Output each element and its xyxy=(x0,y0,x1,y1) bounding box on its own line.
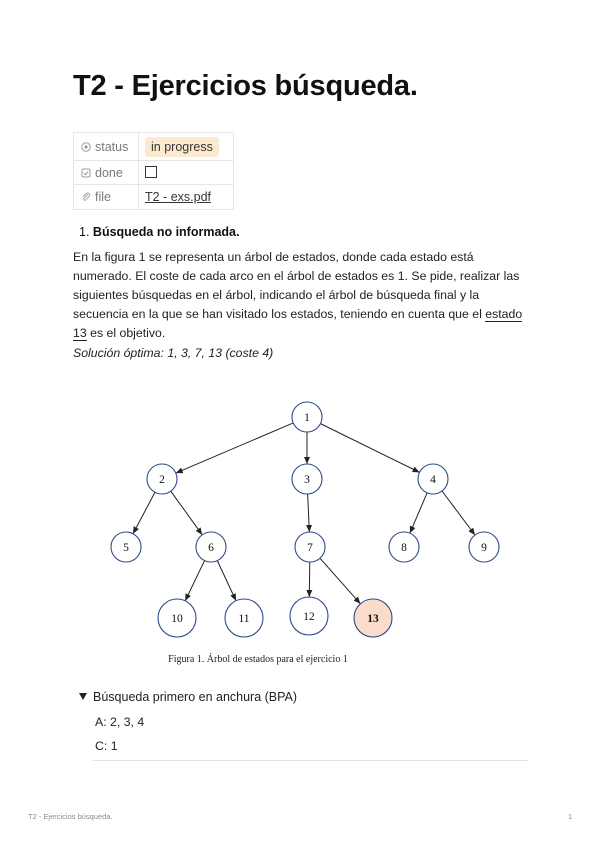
page-title: T2 - Ejercicios búsqueda. xyxy=(73,70,418,102)
property-row-done xyxy=(74,161,234,185)
tree-node-label-9: 9 xyxy=(481,542,487,554)
tree-edge-2-6 xyxy=(171,491,202,535)
tree-node-4 xyxy=(418,464,448,494)
goal-state-text: estado 13 xyxy=(73,307,523,340)
tree-node-8 xyxy=(389,532,419,562)
footer-title: T2 - Ejercicios búsqueda. xyxy=(28,812,113,821)
tree-edge-6-10 xyxy=(185,561,204,601)
bpa-toggle[interactable] xyxy=(79,690,297,704)
file-label: file xyxy=(95,190,111,204)
paragraph-text-end: es el objetivo. xyxy=(86,326,166,340)
tree-node-label-13: 13 xyxy=(367,613,379,625)
tree-node-label-2: 2 xyxy=(159,474,165,486)
tree-edge-1-4 xyxy=(320,424,419,473)
properties-table xyxy=(73,132,234,210)
tree-edge-3-7 xyxy=(308,494,310,532)
optimal-solution: Solución óptima: 1, 3, 7, 13 (coste 4) xyxy=(73,346,274,360)
checkbox-property-icon xyxy=(81,168,91,178)
tree-node-label-6: 6 xyxy=(208,542,214,554)
tree-node-5 xyxy=(111,532,141,562)
paperclip-icon xyxy=(81,192,91,202)
open-list: A: 2, 3, 4 xyxy=(95,715,145,729)
tree-node-2 xyxy=(147,464,177,494)
status-badge[interactable]: in progress xyxy=(145,137,219,157)
tree-node-label-4: 4 xyxy=(430,474,436,486)
tree-node-9 xyxy=(469,532,499,562)
tree-node-12 xyxy=(290,597,328,635)
tree-node-11 xyxy=(225,599,263,637)
tree-node-6 xyxy=(196,532,226,562)
property-row-file xyxy=(74,185,234,210)
section-heading xyxy=(79,225,239,239)
tree-edge-6-11 xyxy=(217,561,236,601)
tree-node-10 xyxy=(158,599,196,637)
paragraph-text: En la figura 1 se representa un árbol de estados, donde cada estado está numerado. El coste de cada arco en el árbol de estados es 1. Se pide, realizar las siguientes búsquedas en el árbol, indicando el árbol de búsqueda final y la secuencia en la que se han visitado los estados, teniendo en cuenta que el xyxy=(73,250,520,321)
done-label: done xyxy=(95,165,123,180)
tree-node-label-11: 11 xyxy=(238,613,250,625)
tree-edge-7-13 xyxy=(320,558,360,604)
triangle-down-icon[interactable] xyxy=(79,693,87,700)
file-link[interactable]: T2 - exs.pdf xyxy=(145,190,211,204)
tree-node-1 xyxy=(292,402,322,432)
property-row-status xyxy=(74,133,234,161)
toggle-label: Búsqueda primero en anchura (BPA) xyxy=(93,690,298,704)
tree-node-label-8: 8 xyxy=(401,542,407,554)
done-checkbox[interactable] xyxy=(145,166,157,178)
closed-list: C: 1 xyxy=(95,739,118,753)
tree-node-label-10: 10 xyxy=(171,613,183,625)
tree-node-13 xyxy=(354,599,392,637)
section-title: Búsqueda no informada. xyxy=(92,225,240,239)
status-icon xyxy=(81,142,91,152)
tree-node-7 xyxy=(295,532,325,562)
state-tree-figure xyxy=(0,390,600,675)
tree-node-label-5: 5 xyxy=(123,542,129,554)
tree-node-label-1: 1 xyxy=(304,412,310,424)
tree-node-label-7: 7 xyxy=(307,542,313,554)
tree-edge-1-2 xyxy=(176,423,293,473)
tree-node-label-3: 3 xyxy=(304,474,310,486)
divider xyxy=(93,760,528,761)
exercise-paragraph xyxy=(73,248,533,343)
tree-edge-4-8 xyxy=(410,493,427,533)
page-number: 1 xyxy=(568,812,573,821)
tree-node-label-12: 12 xyxy=(303,611,315,623)
tree-node-3 xyxy=(292,464,322,494)
tree-edge-7-12 xyxy=(309,562,310,597)
tree-edge-4-9 xyxy=(442,491,475,535)
figure-caption: Figura 1. Árbol de estados para el ejercicio 1 xyxy=(168,654,348,665)
section-number: 1. xyxy=(79,225,90,239)
tree-edge-2-5 xyxy=(133,492,155,533)
status-label: status xyxy=(95,139,129,154)
